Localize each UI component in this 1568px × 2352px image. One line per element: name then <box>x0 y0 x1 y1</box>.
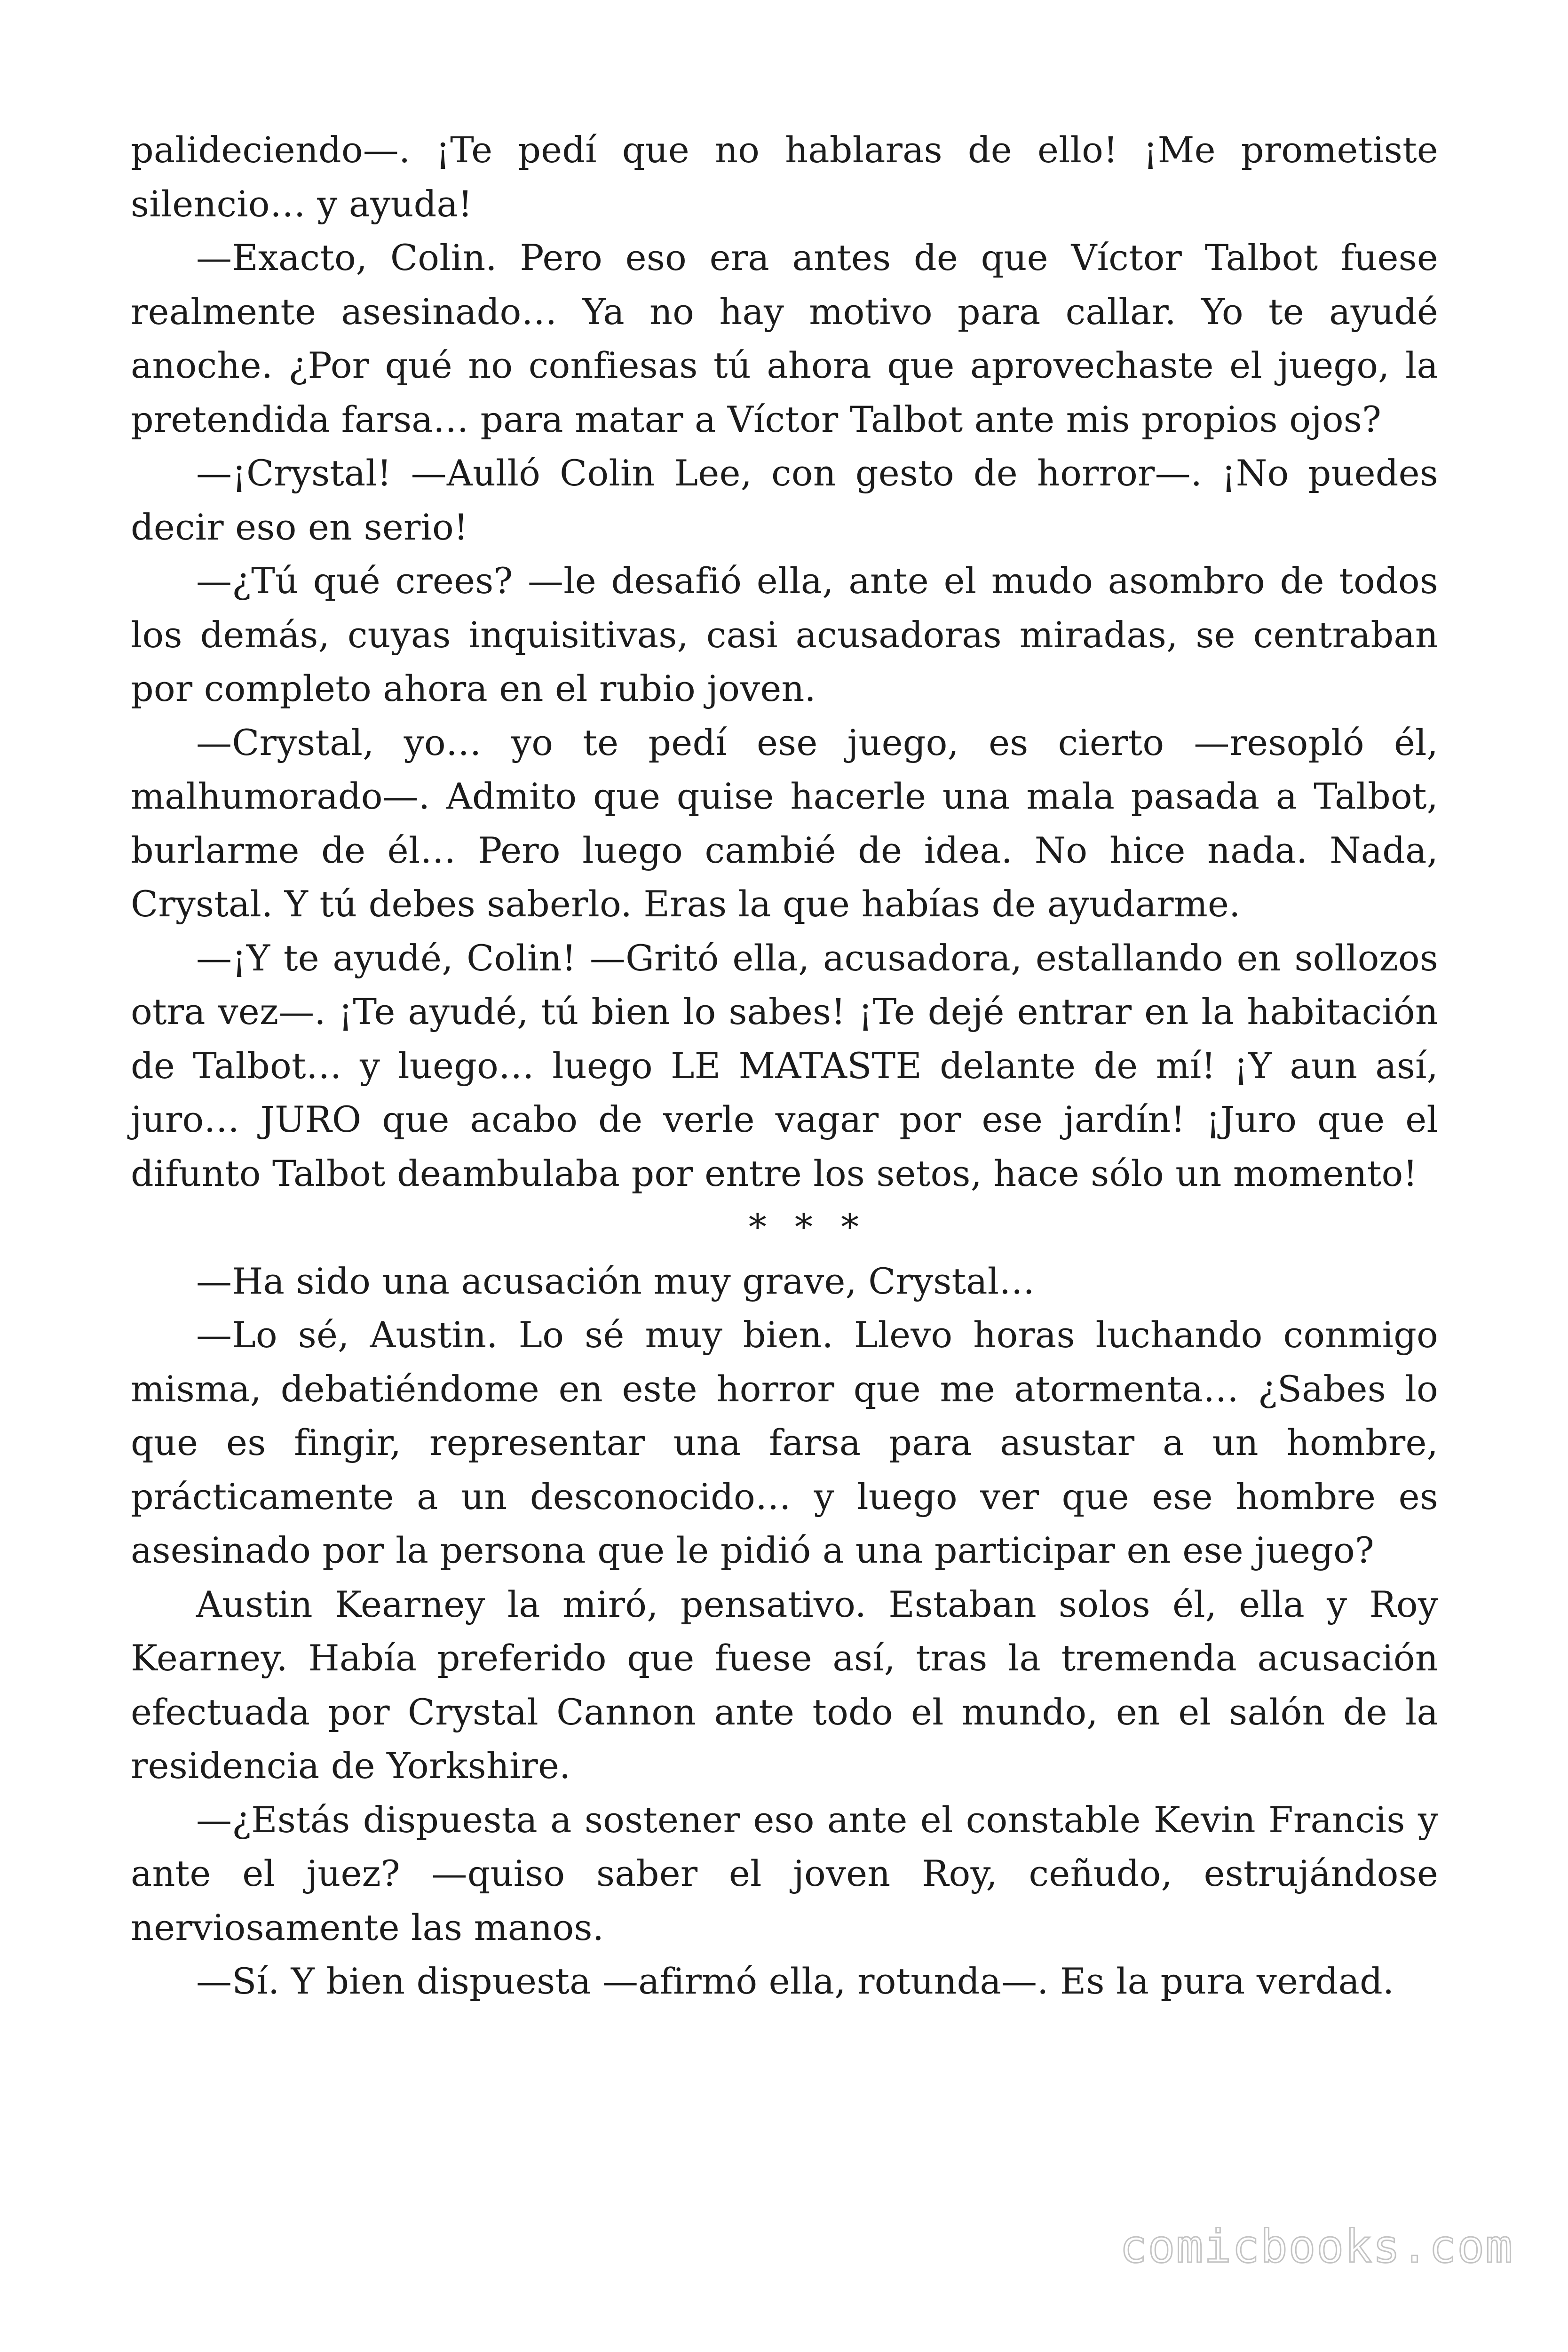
paragraph-8: —Lo sé, Austin. Lo sé muy bien. Llevo horas luchando conmigo misma, debatiéndome en este horror que me atormenta… ¿Sabes lo que es fingir, representar una farsa para asustar a un hombre, prácticamente a un desconocido… y luego ver que ese hombre es asesinado por la persona que le pidió a una participar en ese juego? <box>131 1314 1438 1571</box>
scene-break: * * * <box>748 1206 868 1248</box>
paragraph-10: —¿Estás dispuesta a sostener eso ante el constable Kevin Francis y ante el juez? —quiso saber el joven Roy, ceñudo, estrujándose nerviosamente las manos. <box>131 1798 1438 1948</box>
paragraph-6: —¡Y te ayudé, Colin! —Gritó ella, acusadora, estallando en sollozos otra vez—. ¡Te ayudé, tú bien lo sabes! ¡Te dejé entrar en la habitación de Talbot… y luego… luego LE MATASTE delante de mí! ¡Y aun así, juro… JURO que acabo de verle vagar por ese jardín! ¡Juro que el difunto Talbot deambulaba por entre los setos, hace sólo un momento! <box>131 937 1438 1194</box>
paragraph-9: Austin Kearney la miró, pensativo. Estaban solos él, ella y Roy Kearney. Había preferido que fuese así, tras la tremenda acusación efectuada por Crystal Cannon ante todo el mundo, en el salón de la residencia de Yorkshire. <box>131 1583 1438 1787</box>
paragraph-2: —Exacto, Colin. Pero eso era antes de que Víctor Talbot fuese realmente asesinado… Ya no hay motivo para callar. Yo te ayudé anoche. ¿Por qué no confiesas tú ahora que aprovechaste el juego, la pretendida farsa… para matar a Víctor Talbot ante mis propios ojos? <box>131 237 1438 440</box>
paragraph-1: palideciendo—. ¡Te pedí que no hablaras de ello! ¡Me prometiste silencio… y ayuda! <box>131 129 1438 225</box>
paragraph-4: —¿Tú qué crees? —le desafió ella, ante el mudo asombro de todos los demás, cuyas inquisitivas, casi acusadoras miradas, se centraban por completo ahora en el rubio joven. <box>131 560 1438 709</box>
watermark-logo: comicbooks.com <box>1119 2220 1513 2273</box>
paragraph-3: —¡Crystal! —Aulló Colin Lee, con gesto de horror—. ¡No puedes decir eso en serio! <box>131 452 1438 548</box>
paragraph-7: —Ha sido una acusación muy grave, Crystal… <box>196 1260 1035 1302</box>
paragraph-5: —Crystal, yo… yo te pedí ese juego, es cierto —resopló él, malhumorado—. Admito que quise hacerle una mala pasada a Talbot, burlarme de él… Pero luego cambié de idea. No hice nada. Nada, Crystal. Y tú debes saberlo. Eras la que habías de ayudarme. <box>131 721 1438 925</box>
page-body-text <box>131 123 1438 2009</box>
paragraph-11: —Sí. Y bien dispuesta —afirmó ella, rotunda—. Es la pura verdad. <box>196 1960 1394 2002</box>
